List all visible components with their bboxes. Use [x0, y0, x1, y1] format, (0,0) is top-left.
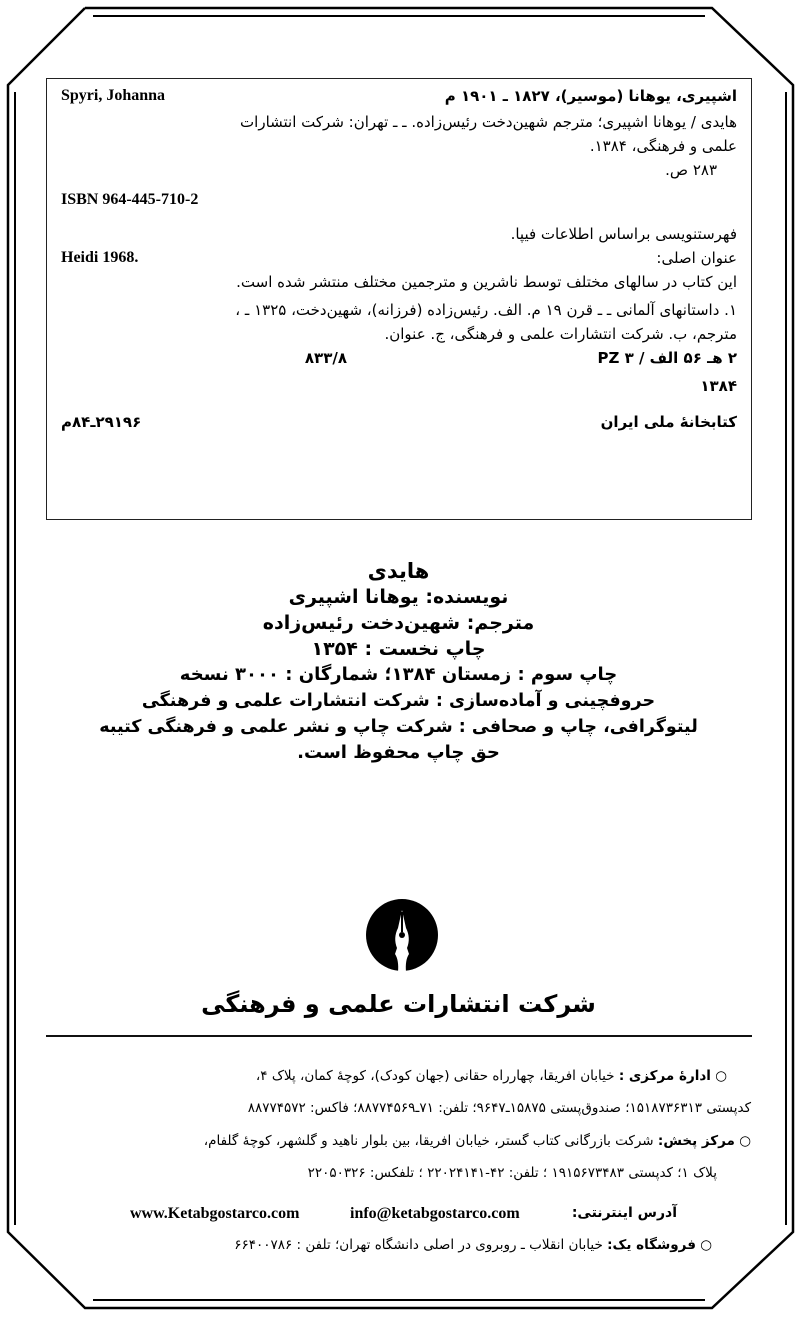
website-link[interactable]: www.Ketabgostarco.com — [130, 1205, 300, 1222]
distribution-line-1 — [70, 1133, 751, 1149]
divider — [46, 1035, 752, 1037]
head-office-postal-phone-fax: کدپستی ۱۵۱۸۷۳۶۳۱۳؛ صندوق‌پستی ۱۵۸۷۵ـ۹۶۴۷؛ تلفن: ۷۱ـ۸۸۷۷۴۵۶۹؛ فاکس: ۸۸۷۷۴۵۷۲ — [247, 1100, 751, 1116]
bullet-icon: ○ — [739, 1133, 751, 1149]
email-link[interactable]: info@ketabgostarco.com — [350, 1205, 520, 1222]
national-library-number: ۲۹۱۹۶ـ۸۴م — [61, 413, 142, 431]
fipa-note: فهرستنویسی براساس اطلاعات فیپا. — [510, 225, 737, 243]
subjects-line-1: ۱. داستانهای آلمانی ـ ـ قرن ۱۹ م. الف. رئیس‌زاده (فرزانه)، شهین‌دخت، ۱۳۲۵ ـ ، — [235, 301, 737, 319]
title-statement-line-1: هایدی / یوهانا اشپیری؛ مترجم شهین‌دخت رئیس‌زاده. ـ ـ تهران: شرکت انتشارات — [240, 113, 737, 131]
bullet-icon: ○ — [700, 1237, 712, 1253]
national-library-name: کتابخانهٔ ملی ایران — [600, 413, 737, 431]
internet-label: آدرس اینترنتی: — [571, 1205, 677, 1221]
author-credit: نویسنده: یوهانا اشپیری — [288, 586, 509, 608]
author-name-persian: اشپیری، یوهانا (موسیر)، ۱۸۲۷ ـ ۱۹۰۱ م — [444, 87, 737, 105]
distribution-label: مرکز پخش: — [657, 1133, 735, 1149]
distribution-line-2 — [70, 1165, 717, 1181]
head-office-address: خیابان افریقا، چهارراه حقانی (جهان کودک)، کوچهٔ کمان، پلاک ۴، — [255, 1068, 615, 1084]
author-name-latin: Spyri, Johanna — [61, 87, 166, 104]
head-office-line-1 — [70, 1068, 727, 1084]
cataloging-in-publication-box — [46, 78, 752, 520]
publisher-name: شرکت انتشارات علمی و فرهنگی — [201, 990, 596, 1018]
original-title-label: عنوان اصلی: — [656, 249, 737, 267]
page-count: ۲۸۳ ص. — [665, 161, 717, 179]
copyright-notice: حق چاپ محفوظ است. — [297, 742, 500, 763]
title-statement-line-2: علمی و فرهنگی، ۱۳۸۴. — [589, 137, 737, 155]
head-office-label: ادارهٔ مرکزی : — [618, 1068, 711, 1084]
head-office-line-2 — [70, 1100, 751, 1116]
original-title-value: Heidi 1968. — [61, 249, 139, 266]
lc-classification: ۲ هـ ۵۶ الف / ۳ PZ — [597, 349, 737, 367]
distribution-address: شرکت بازرگانی کتاب گستر، خیابان افریقا، بین بلوار ناهید و گلشهر، کوچهٔ گلفام، — [203, 1133, 654, 1149]
printing-binding-credit: لیتوگرافی، چاپ و صحافی : شرکت چاپ و نشر علمی و فرهنگی کتیبه — [99, 717, 698, 737]
dewey-classification: ۸۳۳/۸ — [304, 349, 347, 367]
first-edition: چاپ نخست : ۱۳۵۴ — [311, 638, 486, 660]
imprint-credits — [40, 558, 757, 766]
catalog-year: ۱۳۸۴ — [700, 377, 737, 395]
distribution-postal-phone-fax: پلاک ۱؛ کدپستی ۱۹۱۵۶۷۳۴۸۳ ؛ تلفن: ۴۲-۲۲۰۲۴۱۴۱ ؛ تلفکس: ۲۲۰۵۰۳۲۶ — [307, 1165, 717, 1181]
bullet-icon: ○ — [715, 1068, 727, 1084]
store-label: فروشگاه یک: — [607, 1237, 696, 1253]
typesetting-credit: حروفچینی و آماده‌سازی : شرکت انتشارات علمی و فرهنگی — [141, 691, 656, 711]
fountain-pen-nib-logo-icon — [365, 898, 439, 972]
store-line — [70, 1237, 712, 1253]
store-address-phone: خیابان انقلاب ـ روبروی در اصلی دانشگاه تهران؛ تلفن : ۶۶۴۰۰۷۸۶ — [234, 1237, 603, 1253]
third-edition-print-run: چاپ سوم : زمستان ۱۳۸۴؛ شمارگان : ۳۰۰۰ نسخه — [179, 664, 618, 685]
publication-note: این کتاب در سالهای مختلف توسط ناشرین و مترجمین مختلف منتشر شده است. — [236, 273, 737, 291]
book-title: هایدی — [367, 559, 430, 583]
subjects-line-2: مترجم، ب. شرکت انتشارات علمی و فرهنگی، ج. عنوان. — [384, 325, 737, 343]
translator-credit: مترجم: شهین‌دخت رئیس‌زاده — [262, 612, 535, 634]
isbn: ISBN 964-445-710-2 — [61, 191, 199, 208]
